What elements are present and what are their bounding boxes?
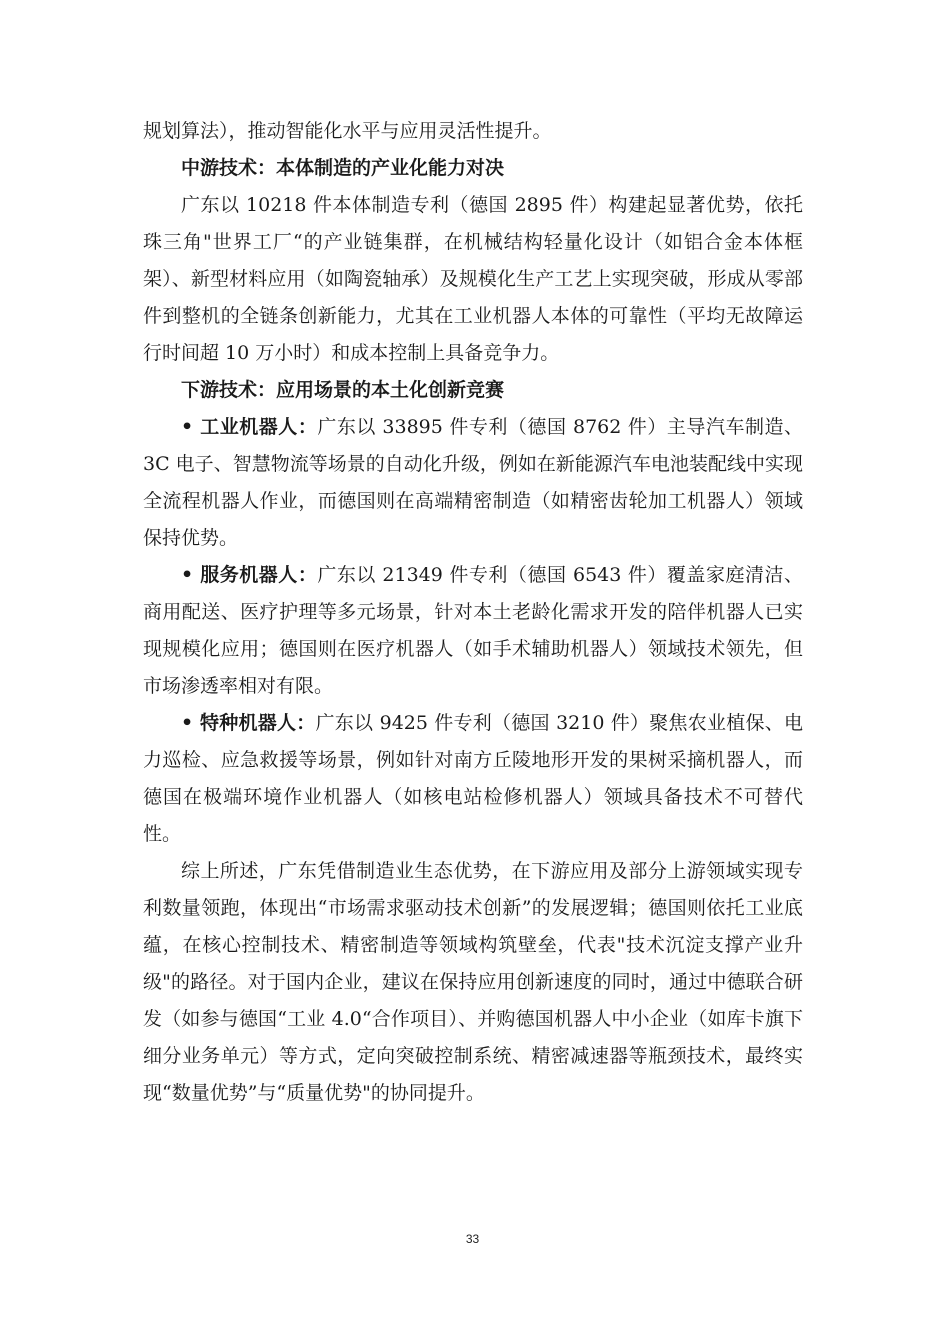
paragraph-continuation: 规划算法），推动智能化水平与应用灵活性提升。 — [143, 120, 552, 142]
bullet-lead-special: • 特种机器人： — [181, 712, 316, 734]
bullet-lead-service: • 服务机器人： — [181, 564, 318, 586]
document-body — [143, 113, 803, 1112]
bullet-special-robots — [143, 705, 803, 853]
bullet-text-special: 广东以 9425 件专利（德国 3210 件）聚焦农业植保、电力巡检、应急救援等场景，例如针对南方丘陵地形开发的果树采摘机器人，而德国在极端环境作业机器人（如核电站检修机器人）领域具备技术不可替代性。 — [143, 712, 803, 845]
paragraph-summary: 综上所述，广东凭借制造业生态优势，在下游应用及部分上游领域实现专利数量领跑，体现出“市场需求驱动技术创新”的发展逻辑；德国则依托工业底蕴，在核心控制技术、精密制造等领域构筑壁垒，代表"技术沉淀支撑产业升级"的路径。对于国内企业，建议在保持应用创新速度的同时，通过中德联合研发（如参与德国“工业 4.0“合作项目）、并购德国机器人中小企业（如库卡旗下细分业务单元）等方式，定向突破控制系统、精密减速器等瓶颈技术，最终实现“数量优势”与“质量优势"的协同提升。 — [143, 860, 803, 1104]
heading-downstream: 下游技术：应用场景的本土化创新竞赛 — [181, 379, 505, 401]
bullet-lead-industrial: • 工业机器人： — [181, 416, 318, 438]
heading-midstream: 中游技术：本体制造的产业化能力对决 — [181, 157, 505, 179]
page-number: 33 — [465, 1232, 480, 1246]
bullet-industrial-robots — [143, 409, 803, 557]
bullet-service-robots — [143, 557, 803, 705]
paragraph-midstream: 广东以 10218 件本体制造专利（德国 2895 件）构建起显著优势，依托珠三角"世界工厂“的产业链集群，在机械结构轻量化设计（如铝合金本体框架）、新型材料应用（如陶瓷轴承）及规模化生产工艺上实现突破，形成从零部件到整机的全链条创新能力，尤其在工业机器人本体的可靠性（平均无故障运行时间超 10 万小时）和成本控制上具备竞争力。 — [143, 194, 803, 364]
bullet-text-service: 广东以 21349 件专利（德国 6543 件）覆盖家庭清洁、商用配送、医疗护理等多元场景，针对本土老龄化需求开发的陪伴机器人已实现规模化应用；德国则在医疗机器人（如手术辅助机器人）领域技术领先，但市场渗透率相对有限。 — [143, 564, 803, 697]
bullet-text-industrial: 广东以 33895 件专利（德国 8762 件）主导汽车制造、3C 电子、智慧物流等场景的自动化升级，例如在新能源汽车电池装配线中实现全流程机器人作业，而德国则在高端精密制造（如精密齿轮加工机器人）领域保持优势。 — [143, 416, 803, 549]
